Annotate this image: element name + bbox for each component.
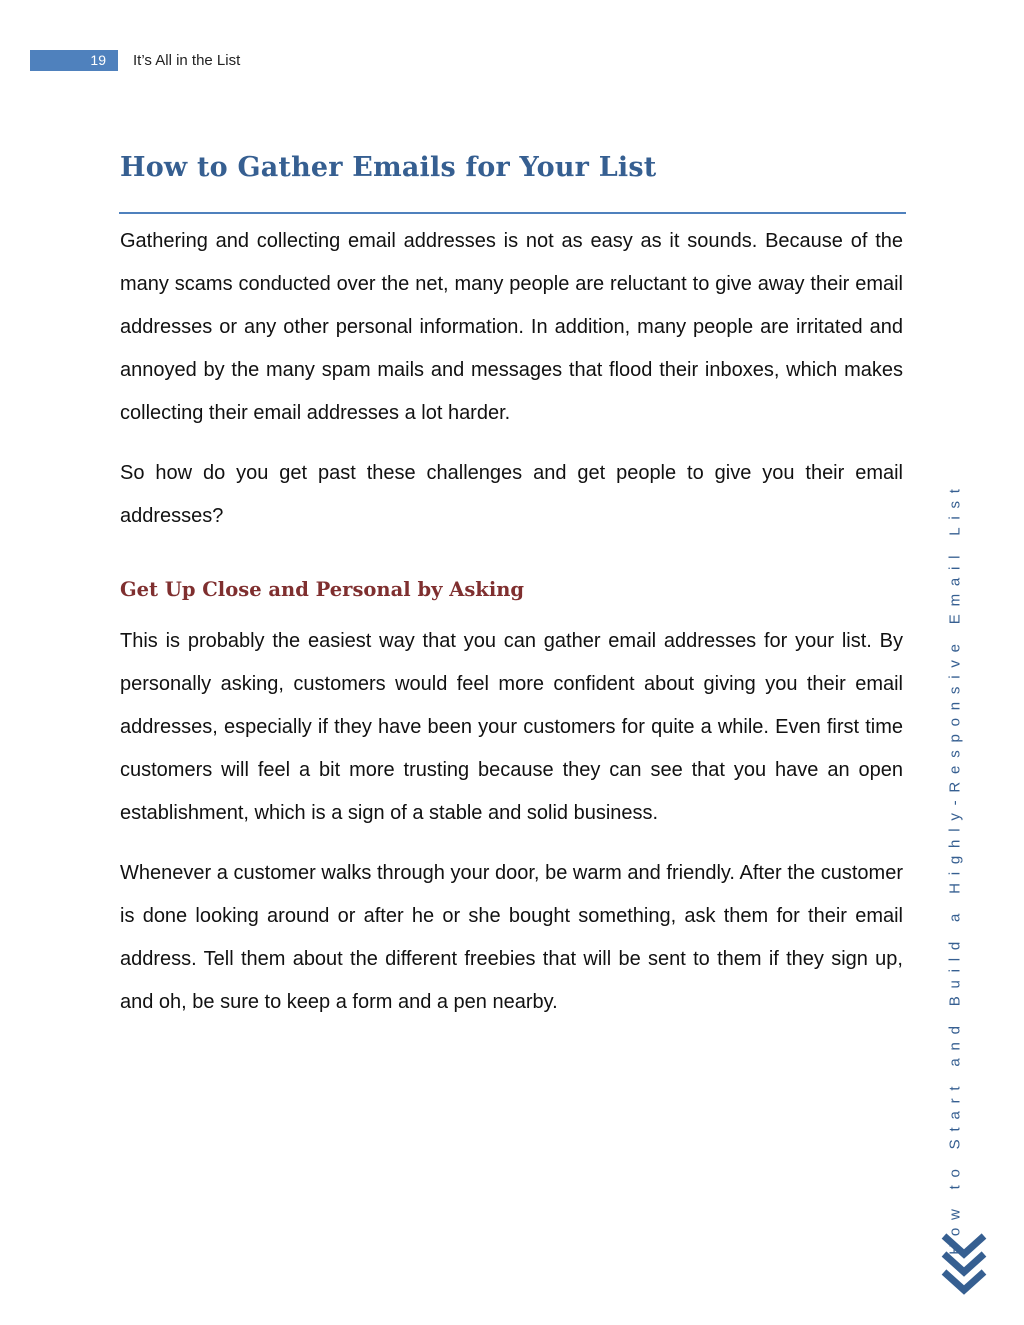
intro-paragraph-2: So how do you get past these challenges and get people to give you their email addresses? [120, 462, 903, 527]
section-heading: Get Up Close and Personal by Asking [120, 578, 525, 601]
title-divider [119, 212, 906, 214]
section-paragraph-2: Whenever a customer walks through your door, be warm and friendly. After the customer is done looking around or after he or she bought something, ask them for their email address. Tell them about the different freebies that will be sent to them if they sign up, and oh, be sure to keep a form and a pen nearby. [120, 862, 903, 1013]
triple-chevron-down-icon [940, 1232, 988, 1296]
book-title-sidebar: How to Start and Build a Highly-Responsive Email List [946, 481, 964, 1255]
section-paragraph-1: This is probably the easiest way that you can gather email addresses for your list. By personally asking, customers would feel more confident about giving you their email addresses, especially if they have been your customers for quite a while. Even first time customers will feel a bit more trusting because they can see that you have an open establishment, which is a sign of a stable and solid business. [120, 630, 903, 824]
running-header-title: It’s All in the List [133, 52, 241, 69]
body-content [120, 220, 903, 1024]
page-number: 19 [30, 50, 118, 71]
chapter-title: How to Gather Emails for Your List [120, 152, 657, 183]
intro-paragraph-1: Gathering and collecting email addresses is not as easy as it sounds. Because of the many scams conducted over the net, many people are reluctant to give away their email addresses or any other personal information. In addition, many people are irritated and annoyed by the many spam mails and messages that flood their inboxes, which makes collecting their email addresses a lot harder. [120, 230, 903, 424]
